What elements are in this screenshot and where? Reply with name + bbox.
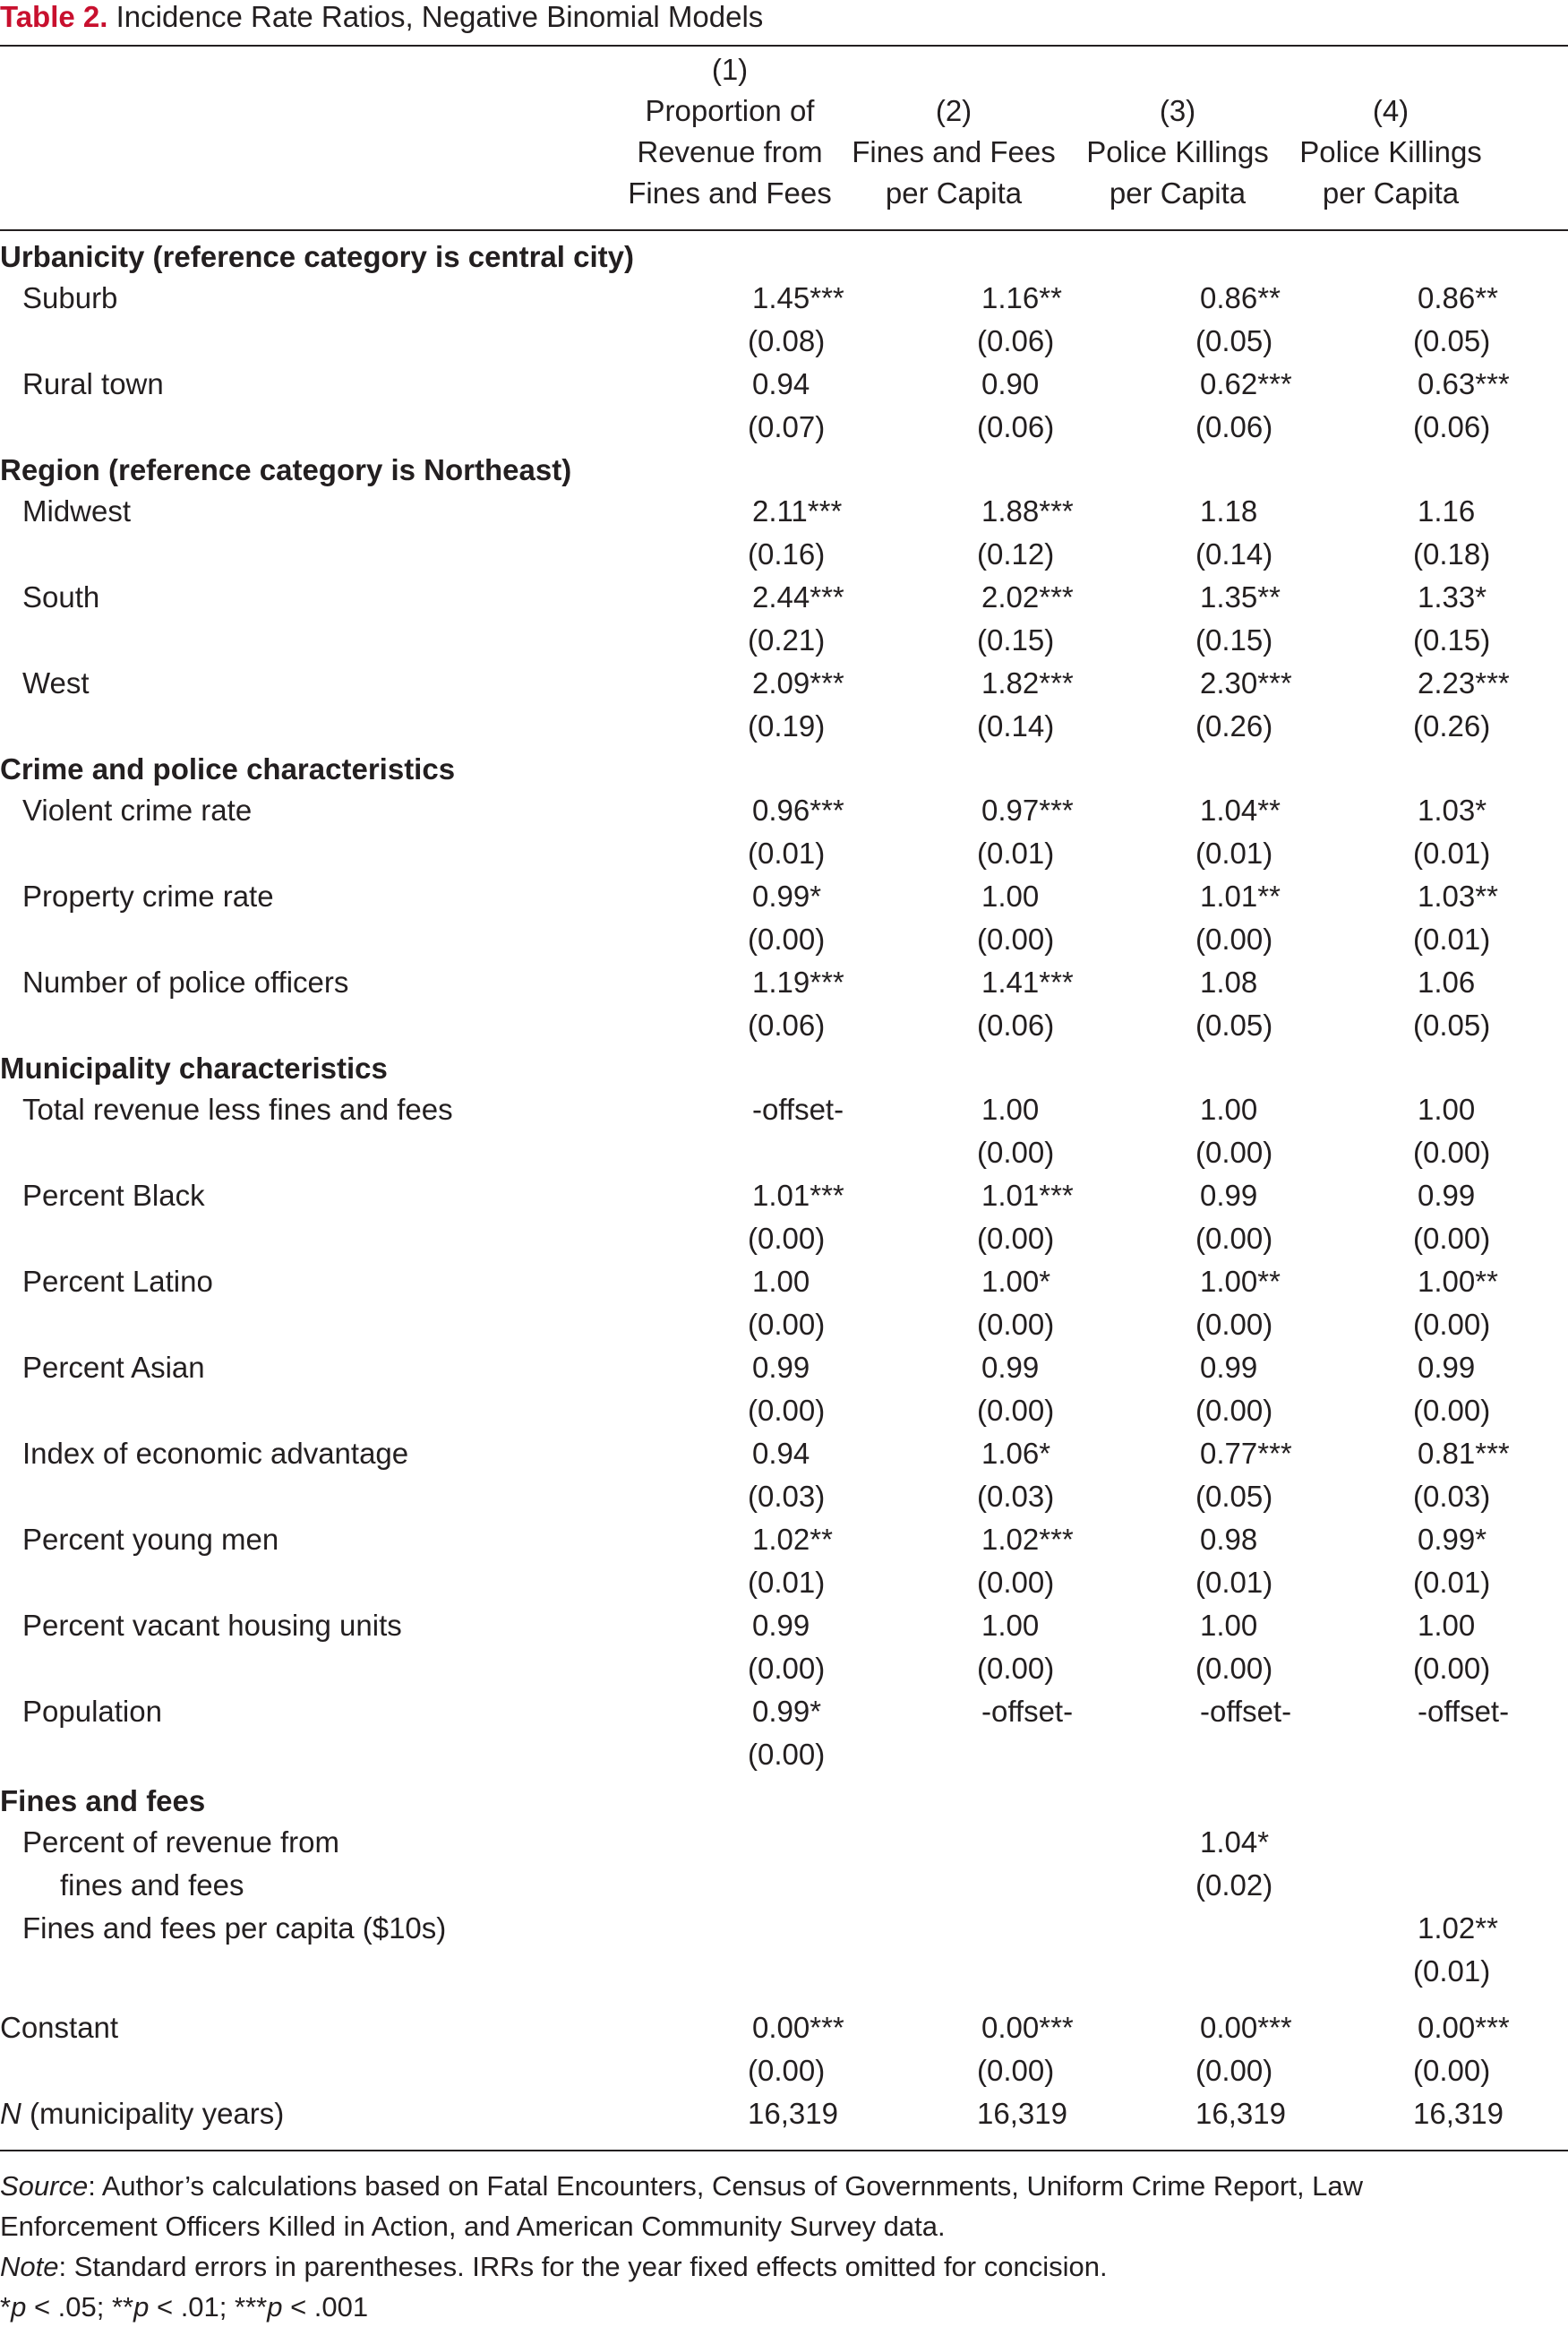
std-error: (0.06) [977,324,1055,357]
coef-value: 1.16 [1418,494,1476,528]
coef-value: 1.08 [1200,966,1258,999]
coef-value: -offset- [752,1093,844,1126]
std-error: (0.00) [1413,1652,1491,1685]
std-error: (0.01) [1413,1954,1491,1988]
column-header-4: (4) Police Killings per Capita [1299,94,1482,210]
coef-value: -offset- [1200,1695,1292,1728]
std-error: (0.00) [748,1652,826,1685]
coef-value: 1.35** [1200,580,1281,614]
coef-value: 0.90 [981,367,1040,400]
std-error: (0.03) [977,1480,1055,1513]
coef-value: -offset- [1418,1695,1510,1728]
coef-value: 1.00 [981,1093,1040,1126]
coef-value: 1.33* [1418,580,1487,614]
n-label: N (municipality years) [0,2097,285,2130]
std-error: (0.08) [748,324,826,357]
coef-value: 1.00 [1418,1609,1476,1642]
std-error: (0.12) [977,537,1055,571]
coef-value: 0.99* [752,1695,822,1728]
std-error: (0.00) [977,1566,1055,1599]
std-error: (0.00) [977,1652,1055,1685]
coef-value: 1.00 [981,1609,1040,1642]
coef-value: 1.03** [1418,880,1498,913]
row-label: Total revenue less fines and fees [22,1093,453,1126]
std-error: (0.01) [1195,837,1273,870]
std-error: (0.05) [1195,1480,1273,1513]
coef-value: 1.00 [1200,1093,1258,1126]
std-error: (0.01) [1413,1566,1491,1599]
significance-note: *p < .05; **p < .01; ***p < .001 [0,2291,369,2323]
std-error: (0.00) [1413,1308,1491,1341]
std-error: (0.00) [748,923,826,956]
coef-value: 1.06 [1418,966,1476,999]
coef-value: 1.00** [1200,1265,1281,1298]
coef-value: 0.00*** [1418,2011,1510,2044]
std-error: (0.00) [1195,1136,1273,1169]
coef-value: 2.09*** [752,666,844,700]
n-value: 16,319 [1413,2097,1504,2130]
std-error: (0.05) [1195,1009,1273,1042]
std-error: (0.03) [748,1480,826,1513]
std-error: (0.00) [748,1394,826,1427]
std-error: (0.00) [1195,1394,1273,1427]
std-error: (0.15) [1195,623,1273,657]
coef-value: 2.02*** [981,580,1074,614]
coef-value: 1.02*** [981,1523,1074,1556]
std-error: (0.00) [1195,1652,1273,1685]
coef-value: 1.00 [981,880,1040,913]
std-error: (0.18) [1413,537,1491,571]
coef-value: 0.63*** [1418,367,1510,400]
coef-value: 1.01** [1200,880,1281,913]
section-title: Crime and police characteristics [0,752,456,786]
std-error: (0.21) [748,623,826,657]
std-error: (0.00) [1195,923,1273,956]
coef-value: 0.99 [752,1351,810,1384]
coef-value: 0.62*** [1200,367,1292,400]
std-error: (0.14) [977,709,1055,743]
std-error: (0.01) [748,1566,826,1599]
coef-value: 1.01*** [981,1179,1074,1212]
coef-value: 0.81*** [1418,1437,1510,1470]
coef-value: 2.44*** [752,580,844,614]
coef-value: 1.00 [1418,1093,1476,1126]
n-value: 16,319 [1195,2097,1286,2130]
row-label: Property crime rate [22,880,274,913]
std-error: (0.00) [748,1308,826,1341]
std-error: (0.00) [1195,2054,1273,2087]
row-label: Index of economic advantage [22,1437,409,1470]
std-error: (0.14) [1195,537,1273,571]
std-error: (0.02) [1195,1868,1273,1902]
row-label: Suburb [22,281,118,314]
n-value: 16,319 [977,2097,1067,2130]
table-label: Table 2. [0,0,108,33]
coef-value: 0.98 [1200,1523,1258,1556]
column-header-1: (1) Proportion of Revenue from Fines and Fees [628,53,832,210]
coef-value: 0.77*** [1200,1437,1292,1470]
coef-value: 0.99* [1418,1523,1487,1556]
row-label: Population [22,1695,162,1728]
coef-value: 1.88*** [981,494,1074,528]
row-label: Number of police officers [22,966,349,999]
coef-value: 1.18 [1200,494,1258,528]
row-label: Fines and fees per capita ($10s) [22,1911,447,1945]
std-error: (0.06) [1413,410,1491,443]
coef-value: 1.82*** [981,666,1074,700]
coef-value: 2.11*** [752,494,843,528]
std-error: (0.00) [748,1738,826,1771]
std-error: (0.06) [977,1009,1055,1042]
std-error: (0.00) [1195,1308,1273,1341]
row-label: Percent of revenue from [22,1825,340,1859]
std-error: (0.00) [1413,1394,1491,1427]
coef-value: -offset- [981,1695,1074,1728]
column-header-2: (2) Fines and Fees per Capita [852,94,1056,210]
section-title: Fines and fees [0,1784,206,1817]
coef-value: 0.99 [1418,1351,1476,1384]
coef-value: 0.99* [752,880,822,913]
std-error: (0.00) [1413,1136,1491,1169]
std-error: (0.05) [1413,1009,1491,1042]
coef-value: 1.45*** [752,281,844,314]
coef-value: 0.86** [1200,281,1281,314]
source-note-cont: Enforcement Officers Killed in Action, and American Community Survey data. [0,2211,946,2242]
std-error: (0.00) [977,1136,1055,1169]
row-label: West [22,666,90,700]
std-error: (0.06) [977,410,1055,443]
coef-value: 1.41*** [981,966,1074,999]
coef-value: 1.06* [981,1437,1051,1470]
coef-value: 0.00*** [752,2011,844,2044]
std-error: (0.00) [1413,2054,1491,2087]
row-label: Midwest [22,494,132,528]
coef-value: 1.03* [1418,794,1487,827]
table-caption: Incidence Rate Ratios, Negative Binomial Models [107,0,764,33]
std-error: (0.00) [748,1222,826,1255]
std-error: (0.19) [748,709,826,743]
coef-value: 1.04** [1200,794,1281,827]
coef-value: 0.99 [1200,1351,1258,1384]
std-error: (0.05) [1195,324,1273,357]
std-error: (0.00) [977,1308,1055,1341]
row-label-cont: fines and fees [60,1868,244,1902]
std-error: (0.00) [977,1222,1055,1255]
section-title: Region (reference category is Northeast) [0,453,572,486]
std-error: (0.00) [977,923,1055,956]
row-label: Percent Asian [22,1351,205,1384]
coef-value: 2.23*** [1418,666,1510,700]
std-error: (0.01) [748,837,826,870]
section-title: Municipality characteristics [0,1052,388,1085]
coef-value: 1.01*** [752,1179,844,1212]
coef-value: 1.19*** [752,966,844,999]
table-notes [0,2166,1363,2327]
std-error: (0.01) [1195,1566,1273,1599]
coef-value: 1.00 [752,1265,810,1298]
coef-value: 0.86** [1418,281,1498,314]
coef-value: 0.99 [752,1609,810,1642]
coef-value: 0.00*** [981,2011,1074,2044]
coef-value: 0.99 [981,1351,1040,1384]
std-error: (0.06) [1195,410,1273,443]
row-label: Percent vacant housing units [22,1609,402,1642]
coef-value: 1.04* [1200,1825,1270,1859]
source-note: Source: Author’s calculations based on Fatal Encounters, Census of Governments, Uniform Crime Report, Law [0,2170,1364,2202]
row-label: Violent crime rate [22,794,253,827]
std-error: (0.16) [748,537,826,571]
coef-value: 1.00* [981,1265,1051,1298]
coef-value: 0.99 [1200,1179,1258,1212]
std-error: (0.15) [977,623,1055,657]
std-error: (0.26) [1413,709,1491,743]
coef-value: 0.94 [752,1437,810,1470]
constant-label: Constant [0,2011,119,2044]
std-error: (0.00) [748,2054,826,2087]
std-error: (0.05) [1413,324,1491,357]
std-error: (0.01) [977,837,1055,870]
coef-value: 0.94 [752,367,810,400]
coef-value: 1.02** [1418,1911,1498,1945]
std-error: (0.03) [1413,1480,1491,1513]
row-label: South [22,580,100,614]
coef-value: 2.30*** [1200,666,1292,700]
coef-value: 1.00 [1200,1609,1258,1642]
coef-value: 0.99 [1418,1179,1476,1212]
std-error: (0.15) [1413,623,1491,657]
std-error: (0.00) [977,2054,1055,2087]
coef-value: 0.00*** [1200,2011,1292,2044]
std-error: (0.26) [1195,709,1273,743]
coef-value: 0.97*** [981,794,1074,827]
std-error: (0.00) [1413,1222,1491,1255]
std-error: (0.00) [977,1394,1055,1427]
section-title: Urbanicity (reference category is central city) [0,240,634,273]
row-label: Percent Latino [22,1265,213,1298]
coef-value: 1.16** [981,281,1062,314]
std-error: (0.06) [748,1009,826,1042]
coef-value: 1.02** [752,1523,833,1556]
std-error: (0.07) [748,410,826,443]
row-label: Rural town [22,367,164,400]
coef-value: 1.00** [1418,1265,1498,1298]
column-header-3: (3) Police Killings per Capita [1086,94,1269,210]
row-label: Percent young men [22,1523,279,1556]
general-note: Note: Standard errors in parentheses. IRRs for the year fixed effects omitted for concision. [0,2251,1108,2282]
n-value: 16,319 [748,2097,838,2130]
coef-value: 0.96*** [752,794,844,827]
std-error: (0.01) [1413,837,1491,870]
std-error: (0.01) [1413,923,1491,956]
std-error: (0.00) [1195,1222,1273,1255]
row-label: Percent Black [22,1179,205,1212]
